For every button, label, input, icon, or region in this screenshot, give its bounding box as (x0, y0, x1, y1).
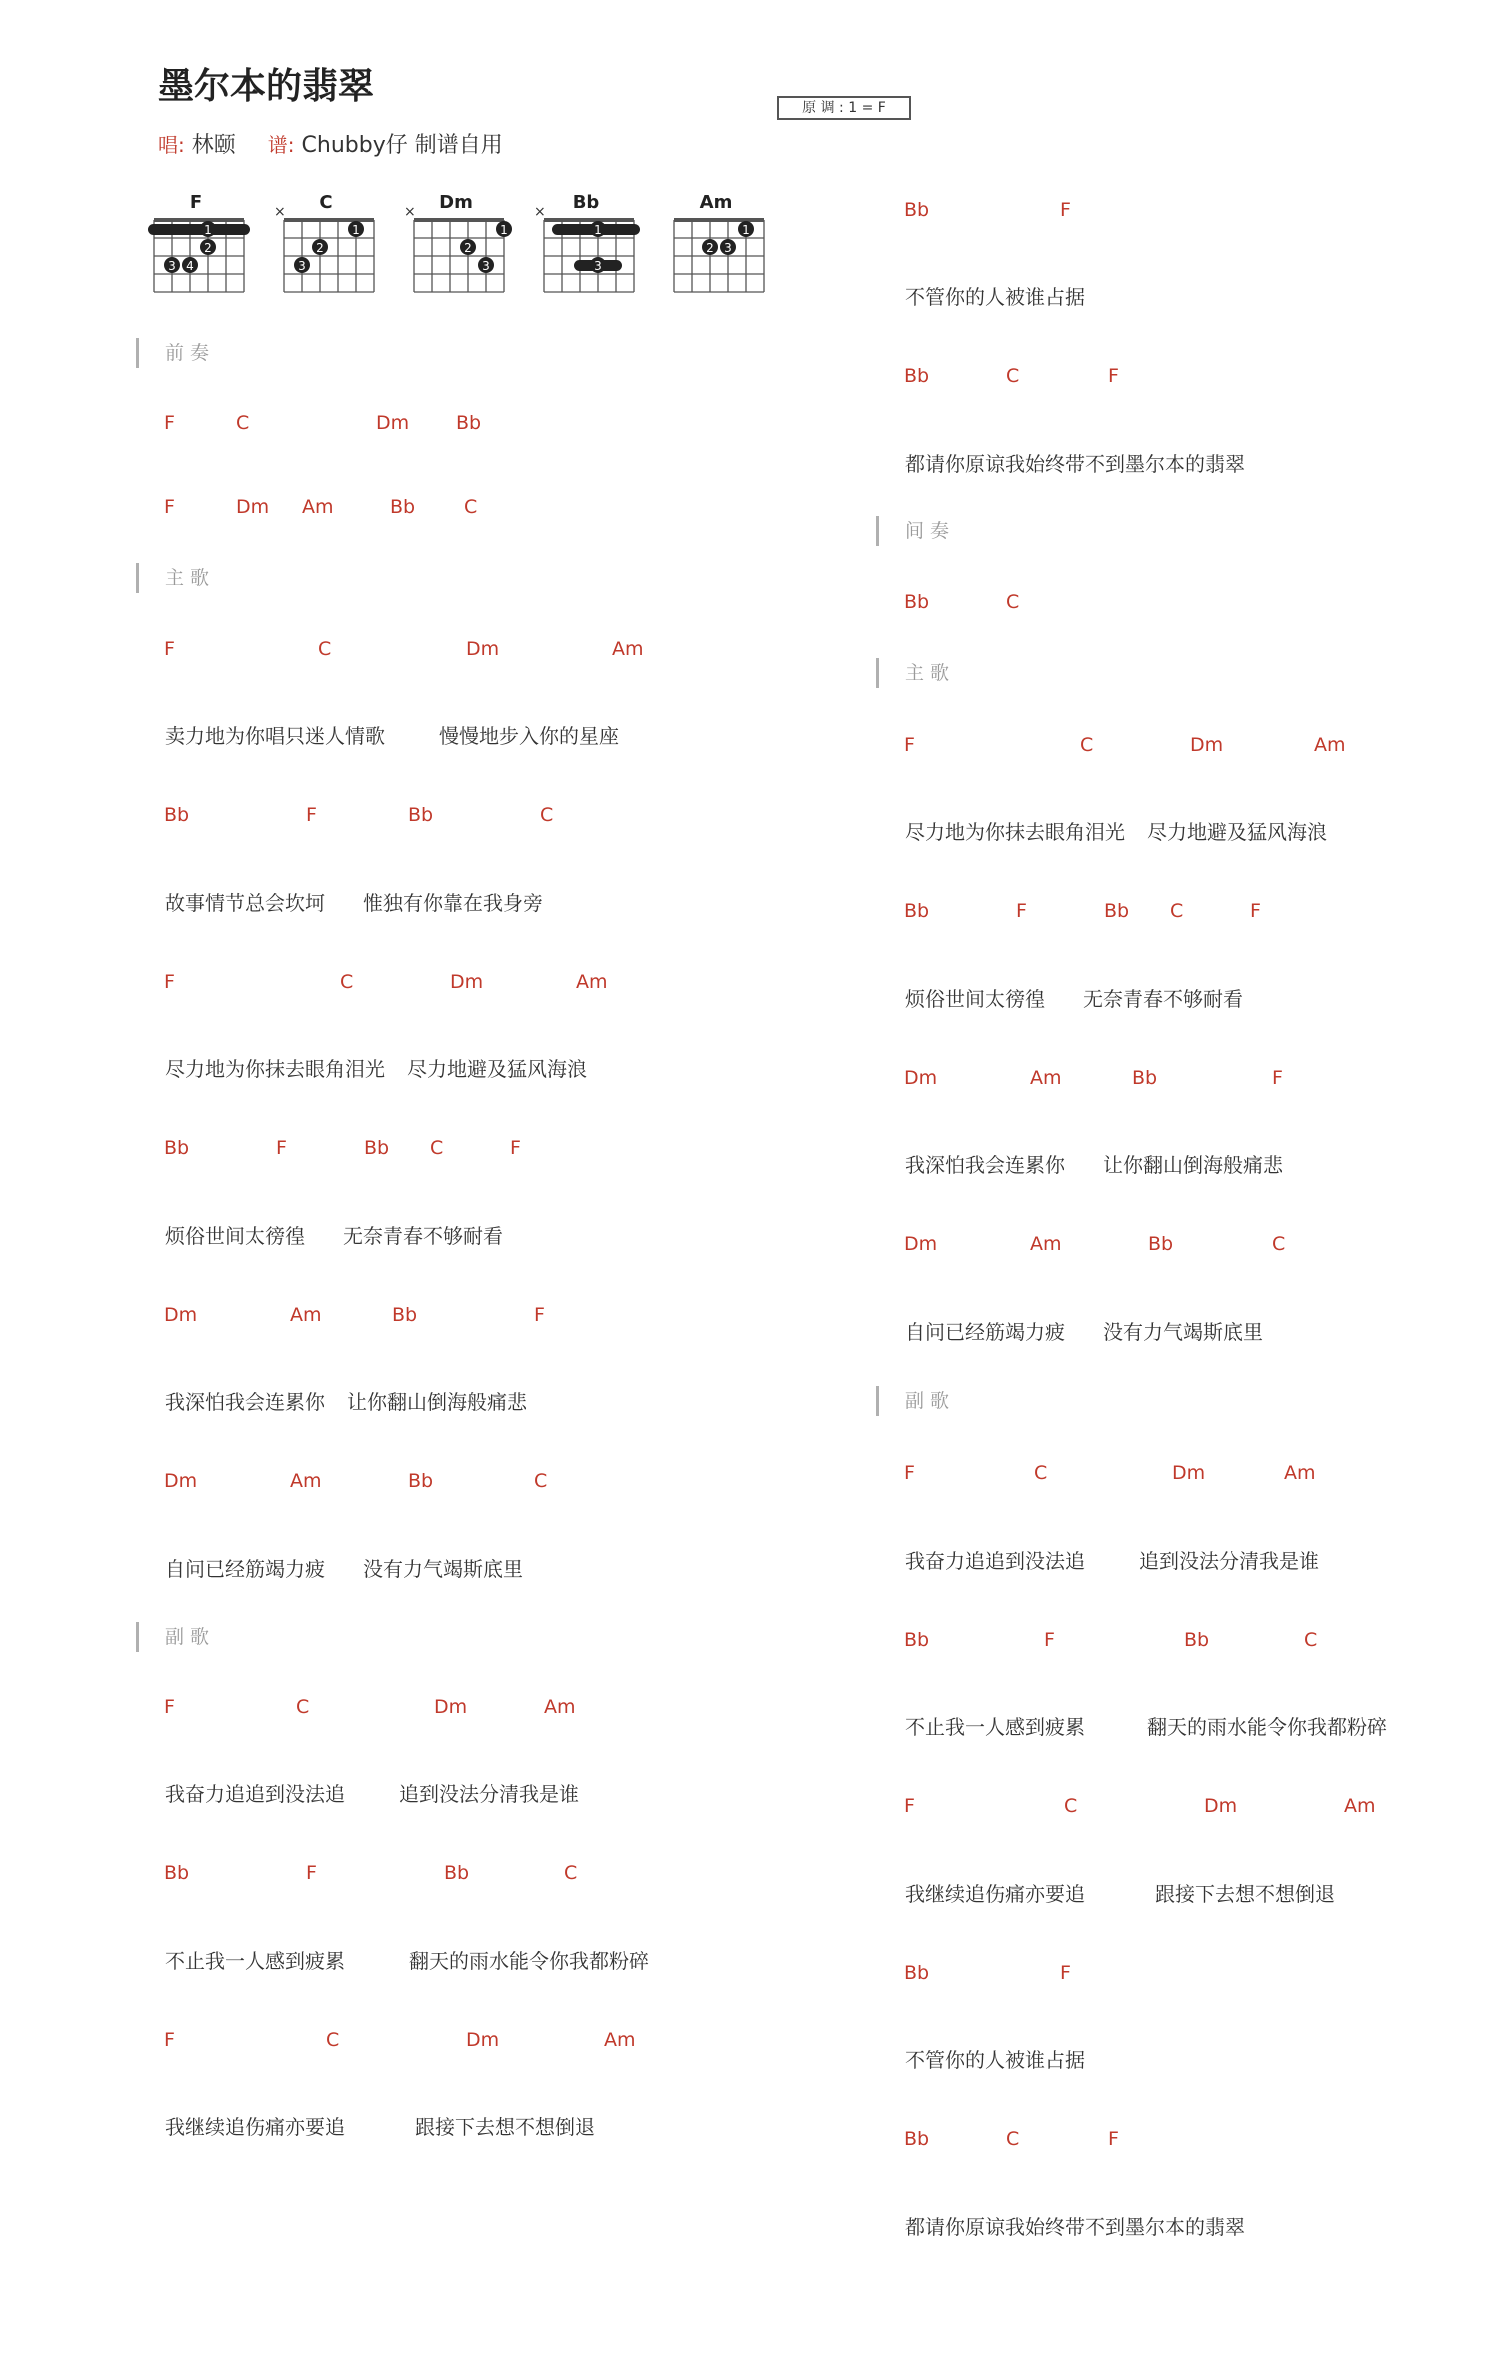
chord: Dm (236, 496, 270, 518)
chord-diagram-label: Dm (439, 192, 473, 213)
lyric-line: 故事情节总会坎坷 惟独有你靠在我身旁 (165, 891, 543, 915)
chord: C (1006, 2128, 1020, 2150)
chord: F (510, 1137, 521, 1159)
svg-text:3: 3 (168, 259, 176, 273)
original-key-box: 原 调 : 1 = F (777, 96, 911, 120)
chord: Am (1284, 1462, 1316, 1484)
chord: Bb (164, 804, 190, 826)
chord: Bb (456, 412, 482, 434)
svg-text:1: 1 (352, 223, 360, 237)
chord: F (306, 1862, 317, 1884)
chord: Dm (466, 2029, 500, 2051)
chord: F (904, 1795, 915, 1817)
singer-name: 林颐 (191, 133, 236, 158)
chord: Dm (434, 1696, 468, 1718)
lyric-line: 不止我一人感到疲累 翻天的雨水能令你我都粉碎 (905, 1715, 1387, 1739)
lyric-line: 我继续追伤痛亦要追 跟接下去想不想倒退 (165, 2115, 595, 2139)
score-label: 谱: (267, 133, 295, 157)
svg-text:2: 2 (464, 241, 472, 255)
chord: F (276, 1137, 287, 1159)
svg-text:2: 2 (706, 241, 714, 255)
chord: F (164, 638, 175, 660)
chord: C (464, 496, 478, 518)
chord: F (164, 971, 175, 993)
chord-diagrams (140, 192, 780, 304)
chord: C (430, 1137, 444, 1159)
section-label-chorus: 副 歌 (136, 1622, 209, 1652)
chord: Bb (1184, 1629, 1210, 1651)
chord: F (164, 2029, 175, 2051)
chord: Dm (450, 971, 484, 993)
chord: Bb (1104, 900, 1130, 922)
svg-text:×: × (274, 204, 286, 220)
chord: C (236, 412, 250, 434)
chord: F (1016, 900, 1027, 922)
lyric-line: 烦俗世间太徬徨 无奈青春不够耐看 (165, 1224, 503, 1248)
chord: Dm (164, 1470, 198, 1492)
chord: Bb (904, 2128, 930, 2150)
chord: C (326, 2029, 340, 2051)
chord: F (904, 734, 915, 756)
singer-label: 唱: (158, 133, 185, 157)
lyric-line: 我奋力追追到没法追 追到没法分清我是谁 (165, 1782, 579, 1806)
chord: Am (604, 2029, 636, 2051)
chord: Am (302, 496, 334, 518)
chord: Bb (364, 1137, 390, 1159)
byline (158, 128, 503, 159)
chord: Bb (390, 496, 416, 518)
chord-diagram-dm (400, 192, 512, 304)
chord: F (1108, 2128, 1119, 2150)
chord: Bb (904, 1629, 930, 1651)
chord: Bb (904, 1962, 930, 1984)
chord: F (1250, 900, 1261, 922)
lyric-line: 不管你的人被谁占据 (905, 285, 1085, 309)
chord: Bb (1132, 1067, 1158, 1089)
lyric-line: 都请你原谅我始终带不到墨尔本的翡翠 (905, 452, 1245, 476)
svg-text:2: 2 (316, 241, 324, 255)
chord: Bb (164, 1862, 190, 1884)
chord: Am (576, 971, 608, 993)
chord: F (1060, 199, 1071, 221)
chord: Dm (1190, 734, 1224, 756)
chord: C (1006, 365, 1020, 387)
chord: F (1060, 1962, 1071, 1984)
svg-text:3: 3 (298, 259, 306, 273)
chord: Am (1030, 1067, 1062, 1089)
chord: Bb (904, 199, 930, 221)
chord-diagram-f (140, 192, 252, 304)
chord-diagram-label: Am (699, 192, 733, 213)
svg-text:4: 4 (186, 259, 194, 273)
svg-text:×: × (404, 204, 416, 220)
lyric-line: 不管你的人被谁占据 (905, 2048, 1085, 2072)
chord: C (340, 971, 354, 993)
lyric-line: 自问已经筋竭力疲 没有力气竭斯底里 (905, 1320, 1263, 1344)
section-label-prelude: 前 奏 (136, 338, 209, 368)
section-label-interlude: 间 奏 (876, 516, 949, 546)
chord: C (1272, 1233, 1286, 1255)
section-label-verse: 主 歌 (136, 563, 209, 593)
chord: Bb (904, 591, 930, 613)
chord: C (534, 1470, 548, 1492)
chord: C (1080, 734, 1094, 756)
chord: F (534, 1304, 545, 1326)
chord: F (1108, 365, 1119, 387)
chord: F (1272, 1067, 1283, 1089)
chord: Bb (1148, 1233, 1174, 1255)
chord: F (1044, 1629, 1055, 1651)
chord: Bb (408, 804, 434, 826)
chord: F (904, 1462, 915, 1484)
section-label-verse: 主 歌 (876, 658, 949, 688)
chord: C (1064, 1795, 1078, 1817)
lyric-line: 我继续追伤痛亦要追 跟接下去想不想倒退 (905, 1882, 1335, 1906)
chord: Bb (392, 1304, 418, 1326)
lyric-line: 尽力地为你抹去眼角泪光 尽力地避及猛风海浪 (165, 1057, 587, 1081)
chord: Am (290, 1304, 322, 1326)
chord: C (1170, 900, 1184, 922)
chord: Dm (466, 638, 500, 660)
svg-text:×: × (534, 204, 546, 220)
chord: Bb (904, 900, 930, 922)
lyric-line: 自问已经筋竭力疲 没有力气竭斯底里 (165, 1557, 523, 1581)
chord: Bb (164, 1137, 190, 1159)
lyric-line: 我奋力追追到没法追 追到没法分清我是谁 (905, 1549, 1319, 1573)
chord: F (164, 412, 175, 434)
chord: Bb (904, 365, 930, 387)
chord: C (1304, 1629, 1318, 1651)
svg-text:3: 3 (724, 241, 732, 255)
score-author: Chubby仔 制谱自用 (301, 133, 503, 158)
svg-text:3: 3 (482, 259, 490, 273)
chord: Bb (444, 1862, 470, 1884)
chord: Am (1344, 1795, 1376, 1817)
svg-text:1: 1 (594, 223, 602, 237)
chord-diagram-label: C (319, 192, 333, 213)
lyric-line: 烦俗世间太徬徨 无奈青春不够耐看 (905, 987, 1243, 1011)
chord: Dm (376, 412, 410, 434)
chord: Am (612, 638, 644, 660)
chord: Dm (904, 1067, 938, 1089)
chord-diagram-bb (530, 192, 642, 304)
lyric-line: 不止我一人感到疲累 翻天的雨水能令你我都粉碎 (165, 1949, 649, 1973)
chord: Am (544, 1696, 576, 1718)
lyric-line: 尽力地为你抹去眼角泪光 尽力地避及猛风海浪 (905, 820, 1327, 844)
chord: F (164, 1696, 175, 1718)
chord-diagram-c (270, 192, 382, 304)
svg-text:1: 1 (742, 223, 750, 237)
chord: F (164, 496, 175, 518)
lyric-line: 我深怕我会连累你 让你翻山倒海般痛悲 (165, 1390, 527, 1414)
chord-diagram-am (660, 192, 772, 304)
chord: Dm (1204, 1795, 1238, 1817)
chord: C (540, 804, 554, 826)
chord: Am (290, 1470, 322, 1492)
song-title: 墨尔本的翡翠 (158, 66, 375, 107)
chord: C (1006, 591, 1020, 613)
svg-text:2: 2 (204, 241, 212, 255)
chord-diagram-label: F (189, 192, 203, 213)
chord: Am (1030, 1233, 1062, 1255)
lyric-line: 都请你原谅我始终带不到墨尔本的翡翠 (905, 2215, 1245, 2239)
chord: F (306, 804, 317, 826)
chord: C (1034, 1462, 1048, 1484)
lyric-line: 卖力地为你唱只迷人情歌 慢慢地步入你的星座 (165, 724, 619, 748)
chord: Bb (408, 1470, 434, 1492)
chord: Dm (164, 1304, 198, 1326)
svg-text:3: 3 (594, 259, 602, 273)
chord: C (318, 638, 332, 660)
chord: Am (1314, 734, 1346, 756)
chord: C (564, 1862, 578, 1884)
section-label-chorus: 副 歌 (876, 1386, 949, 1416)
lyric-line: 我深怕我会连累你 让你翻山倒海般痛悲 (905, 1153, 1283, 1177)
chord: Dm (904, 1233, 938, 1255)
svg-text:1: 1 (204, 223, 212, 237)
svg-text:1: 1 (500, 223, 508, 237)
chord: Dm (1172, 1462, 1206, 1484)
chord: C (296, 1696, 310, 1718)
chord-diagram-label: Bb (572, 192, 600, 213)
